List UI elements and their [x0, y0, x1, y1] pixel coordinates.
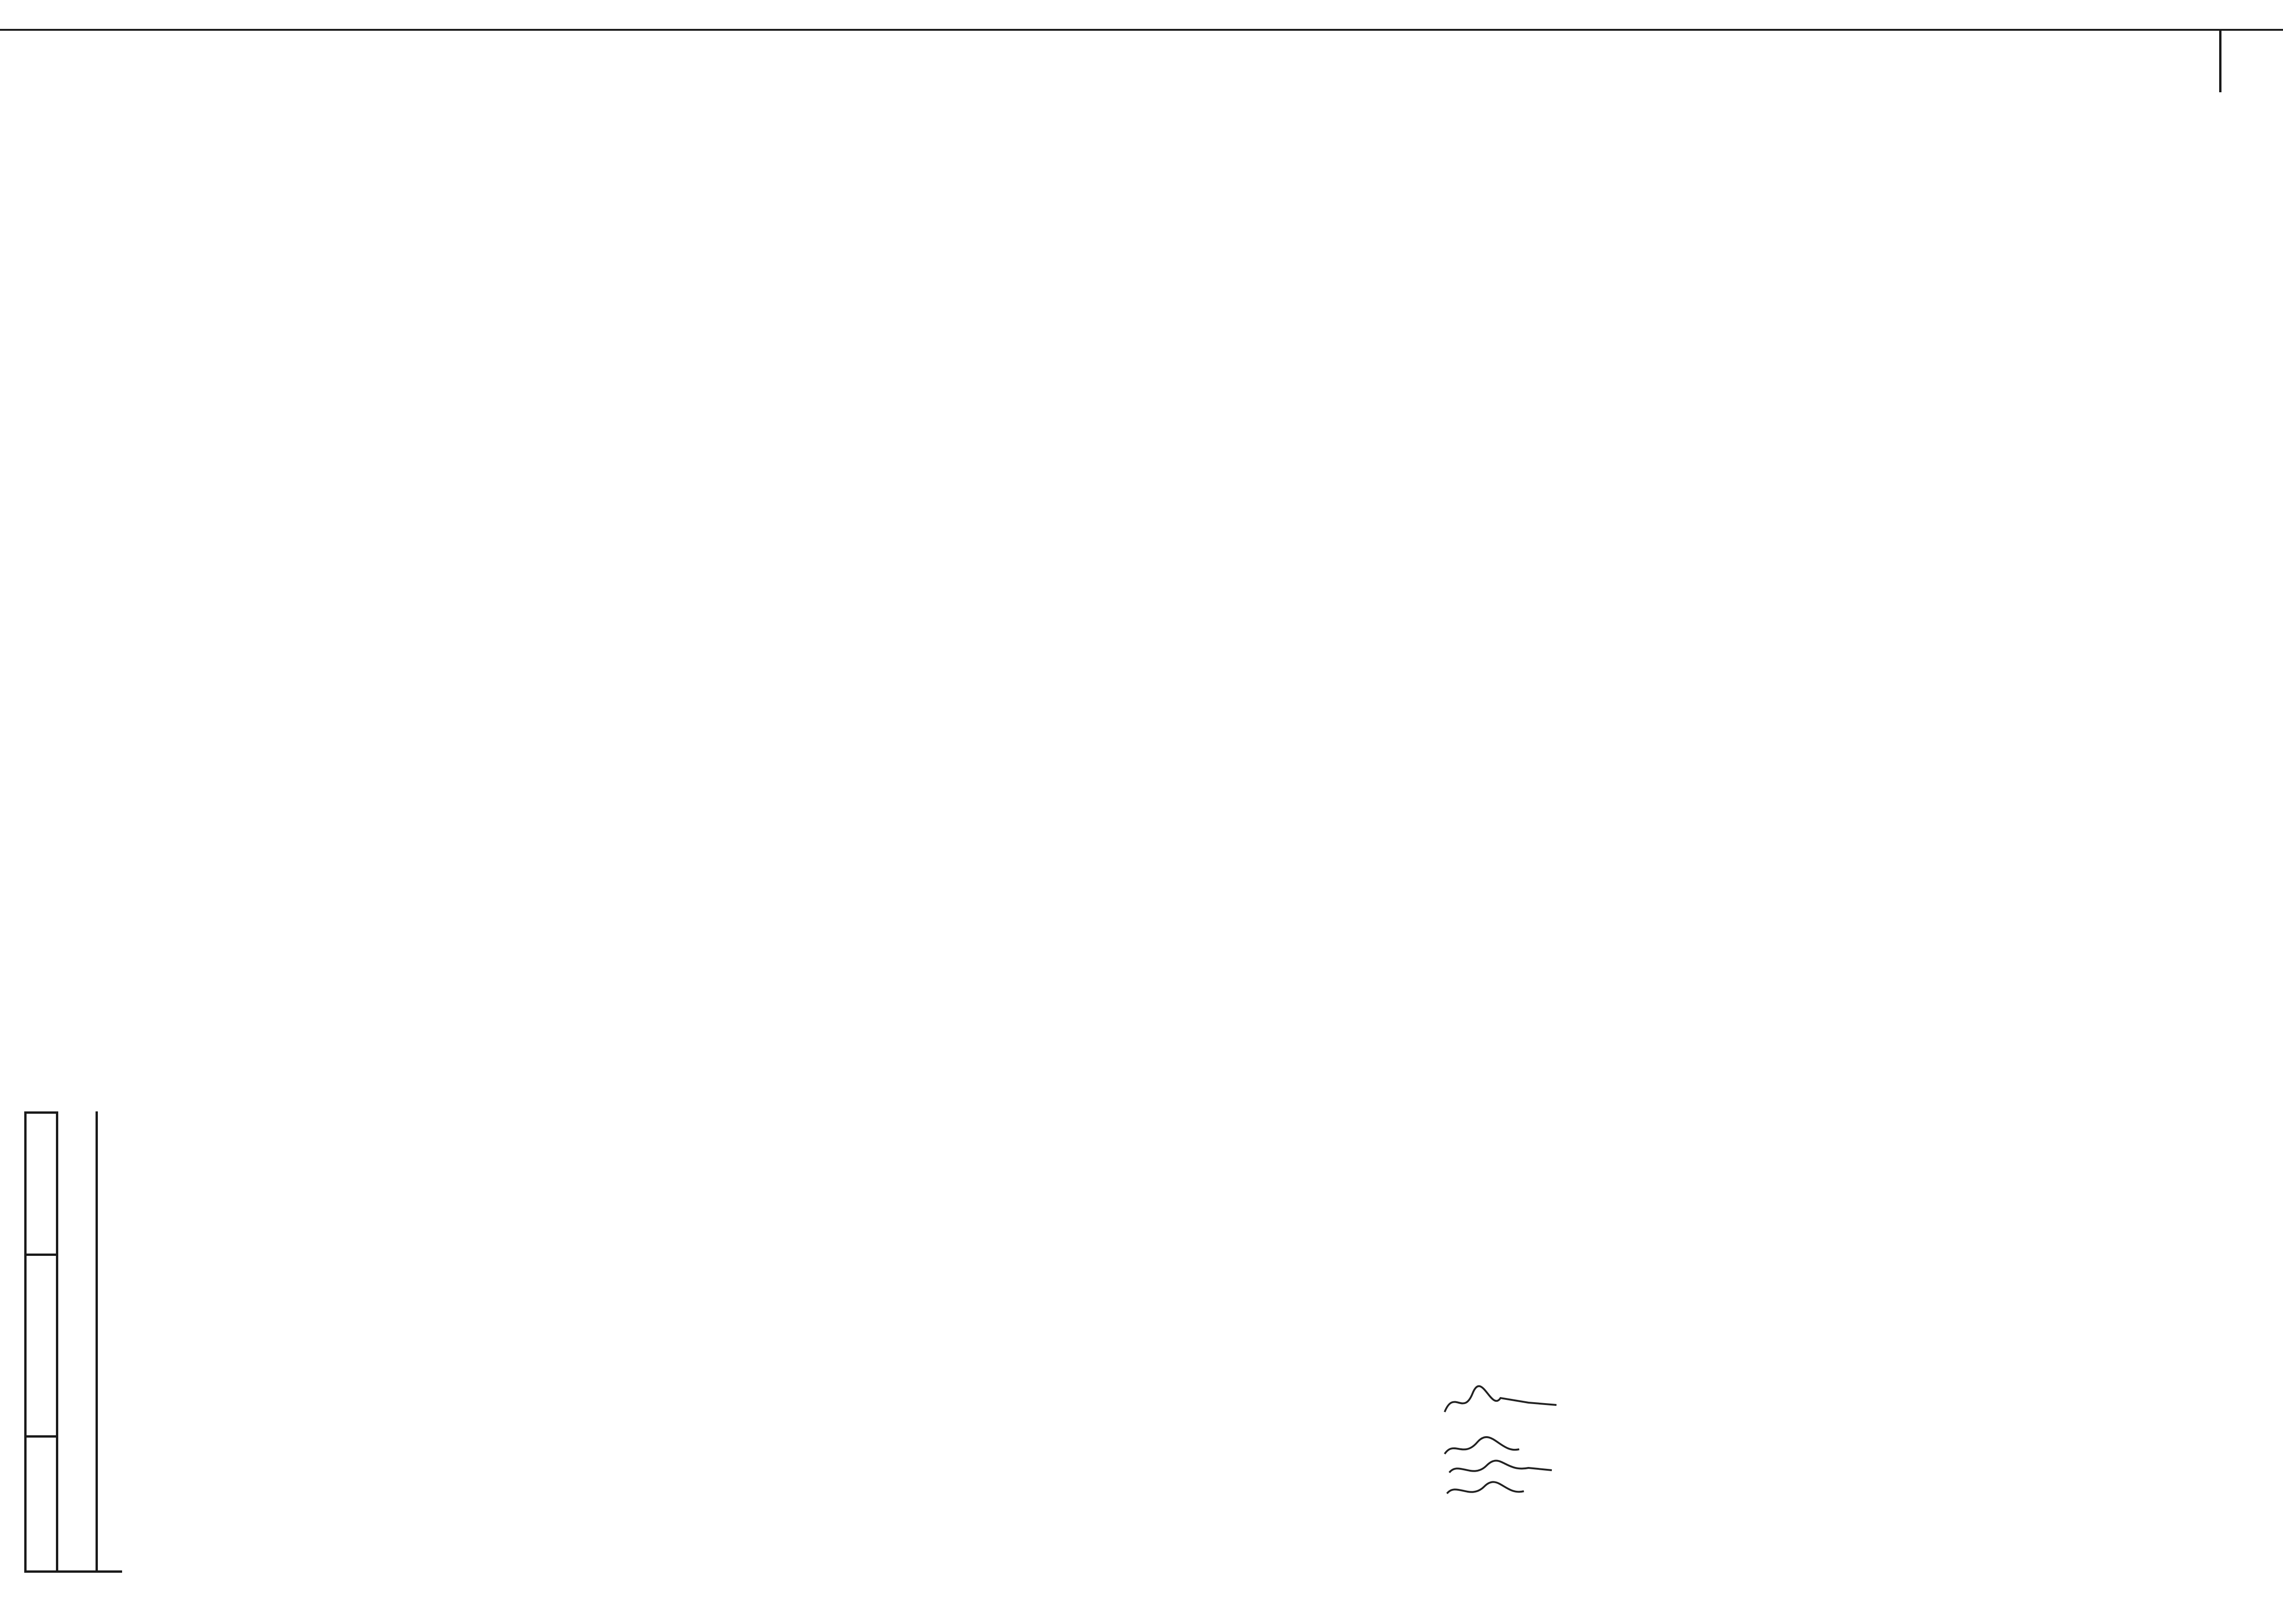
top-rule — [0, 29, 2283, 31]
signatures — [1435, 1384, 1584, 1505]
sheet-number-frame — [2219, 31, 2221, 92]
